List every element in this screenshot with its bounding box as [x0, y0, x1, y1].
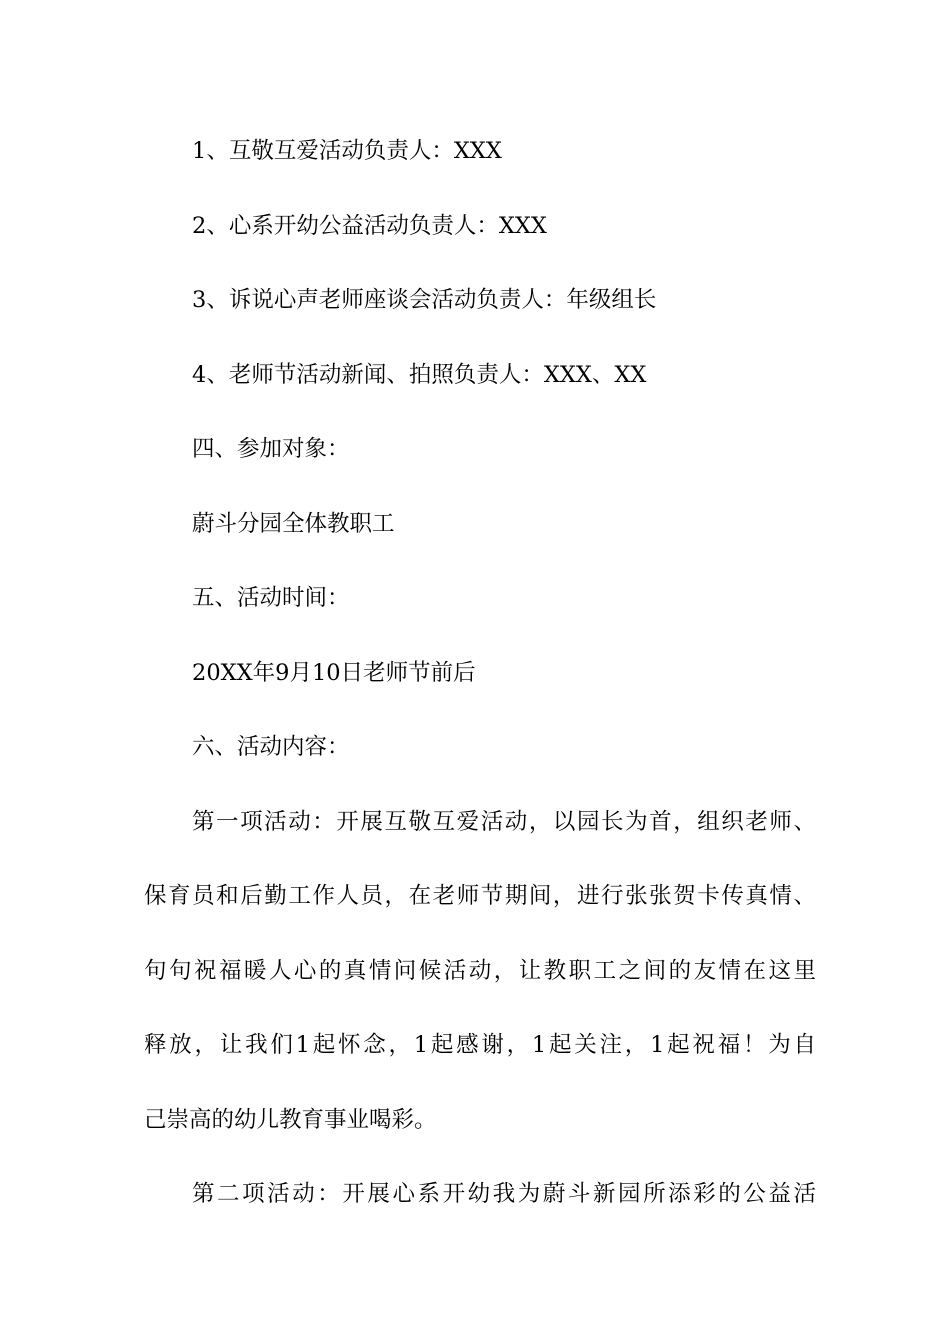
responsible-item-1: 1、互敬互爱活动负责人：XXX [192, 138, 502, 164]
section-heading-time: 五、活动时间： [192, 585, 350, 611]
activity-1-paragraph [144, 785, 816, 1158]
activity-time-text: 20XX年9月10日老师节前后 [192, 659, 476, 686]
responsible-item-3: 3、诉说心声老师座谈会活动负责人：年级组长 [192, 287, 657, 313]
section-heading-participants: 四、参加对象： [192, 436, 350, 462]
section-heading-content: 六、活动内容： [192, 734, 350, 760]
activity-2-line-1: 第二项活动：开展心系开幼我为蔚斗新园所添彩的公益活 [192, 1181, 816, 1207]
activity-1-line-1: 第一项活动：开展互敬互爱活动，以园长为首，组织老师、 [192, 808, 816, 835]
responsible-item-4: 4、老师节活动新闻、拍照负责人：XXX、XX [192, 361, 647, 388]
activity-1-line-5: 己崇高的幼儿教育事业喝彩。 [144, 1106, 437, 1133]
activity-1-line-2: 保育员和后勤工作人员，在老师节期间，进行张张贺卡传真情、 [144, 883, 816, 909]
activity-2-paragraph [144, 1157, 816, 1232]
document-body [144, 114, 816, 1232]
activity-1-line-4: 释放，让我们1起怀念，1起感谢，1起关注，1起祝福！为自 [144, 1032, 816, 1058]
participants-text: 蔚斗分园全体教职工 [192, 510, 395, 537]
activity-1-line-3: 句句祝福暖人心的真情问候活动，让教职工之间的友情在这里 [144, 957, 816, 984]
responsible-item-2: 2、心系开幼公益活动负责人：XXX [192, 212, 547, 239]
